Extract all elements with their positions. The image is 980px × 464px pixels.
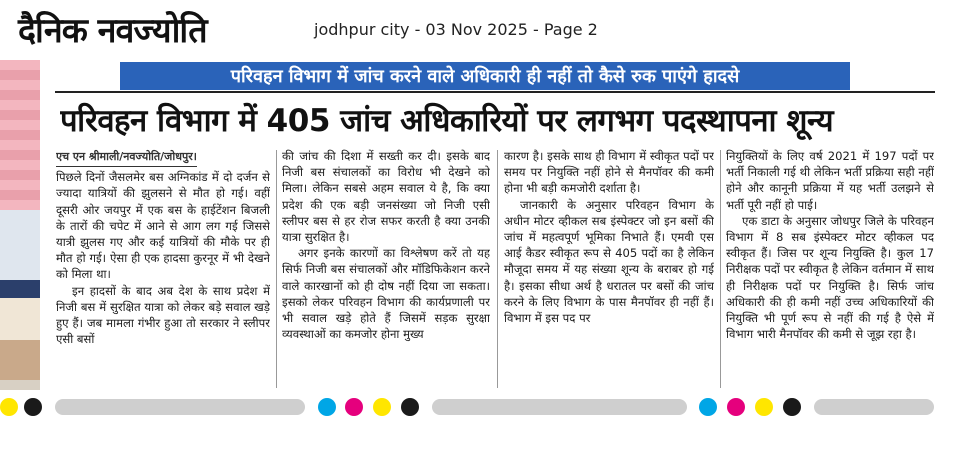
print-registration-strip bbox=[0, 398, 980, 418]
column-2-paragraph-1: की जांच की दिशा में सख्ती कर दी। इसके बाद निजी बस संचालकों का विरोध भी देखने को मिला। लेकिन सबसे अहम सवाल ये है, कि क्या प्रदेश की एक बड़ी जनसंख्या जो निजी एसी स्लीपर बस से हर रोज सफर करती है क्या उनकी यात्रा सुरक्षित है। bbox=[282, 149, 490, 245]
article-column-1 bbox=[56, 148, 270, 388]
article-column-2 bbox=[282, 148, 490, 388]
kicker-bar bbox=[120, 62, 850, 90]
newspaper-logo: दैनिक नवज्योति bbox=[18, 11, 207, 51]
registration-bar bbox=[55, 399, 305, 415]
registration-dot bbox=[699, 398, 717, 416]
column-divider bbox=[276, 150, 277, 388]
column-divider bbox=[720, 150, 721, 388]
masthead bbox=[18, 10, 207, 52]
photo-fragment-person bbox=[0, 280, 40, 390]
column-1-paragraph-1: पिछले दिनों जैसलमेर बस अग्निकांड में दो दर्जन से ज्यादा यात्रियों की झुलसने से मौत हो गई। वहीं दूसरी ओर जयपुर में एक बस के हाईटेंशन बिजली के तारों की चपेट में आने से आग लग गई जिससे यात्री झुलस गए और कई यात्रियों की मौके पर ही मौत हो गई। ऐसा ही एक हादसा कुरनूर में भी देखने को मिला था। bbox=[56, 170, 270, 282]
registration-dot bbox=[24, 398, 42, 416]
headline-rule bbox=[55, 91, 935, 93]
article-column-4 bbox=[726, 148, 934, 388]
column-4-paragraph-2: एक डाटा के अनुसार जोधपुर जिले के परिवहन विभाग में 8 सब इंस्पेक्टर मोटर व्हीकल पद स्वीकृत हैं। जिस पर शून्य नियुक्ति है। कुल 17 निरीक्षक पदों पर स्वीकृत है लेकिन वर्तमान में साथ ही निरीक्षक पदों पर नियुक्ति है। सिर्फ जांच अधिकारी की ही कमी नहीं उच्च अधिकारियों की नियुक्ति भी पूर्ण रूप से नहीं की गई है ऐसे में विभाग भारी मैनपॉवर की कमी से जूझ रहा है। bbox=[726, 213, 934, 342]
column-4-paragraph-1: नियुक्तियों के लिए वर्ष 2021 में 197 पदों पर भर्ती निकाली गई थी लेकिन भर्ती प्रक्रिया सही नहीं होने और कानूनी प्रक्रिया में यह भर्ती उलझने से भर्ती पूरी नहीं हो पाई। bbox=[726, 149, 934, 212]
article-column-3 bbox=[504, 148, 714, 388]
registration-dot bbox=[401, 398, 419, 416]
column-1-paragraph-2: इन हादसों के बाद अब देश के साथ प्रदेश में निजी बस में सुरक्षित यात्रा को लेकर बड़े सवाल खड़े हुए हैं। जब मामला गंभीर हुआ तो सरकार ने स्लीपर एसी बसों bbox=[56, 283, 270, 347]
kicker-text: परिवहन विभाग में जांच करने वाले अधिकारी ही नहीं तो कैसे रुक पाएंगे हादसे bbox=[230, 66, 740, 87]
photo-fragment-top bbox=[0, 60, 40, 210]
registration-dot bbox=[727, 398, 745, 416]
side-photo bbox=[0, 60, 40, 390]
registration-dot bbox=[755, 398, 773, 416]
column-2-paragraph-2: अगर इनके कारणों का विश्लेषण करें तो यह सिर्फ निजी बस संचालकों और मॉडिफिकेशन करने वाले कारखानों को ही दोष नहीं दिया जा सकता। इसको लेकर परिवहन विभाग की कार्यप्रणाली पर भी सवाल खड़े होते हैं जिसमें सड़क सुरक्षा व्यवस्थाओं का कमजोर होना मुख्य bbox=[282, 246, 490, 342]
column-divider bbox=[497, 150, 498, 388]
registration-bar bbox=[814, 399, 934, 415]
registration-dot bbox=[0, 398, 18, 416]
photo-fragment-middle bbox=[0, 210, 40, 280]
registration-bar bbox=[432, 399, 687, 415]
registration-dot bbox=[783, 398, 801, 416]
edition-label: jodhpur city - 03 Nov 2025 - Page 2 bbox=[314, 20, 598, 39]
registration-dot bbox=[345, 398, 363, 416]
column-3-paragraph-2: जानकारी के अनुसार परिवहन विभाग के अधीन मोटर व्हीकल सब इंस्पेक्टर जो इन बसों की जांच में महत्वपूर्ण भूमिका निभाते हैं। एमवी एस आई कैडर स्वीकृत रूप से 405 पदों का है लेकिन मौजूदा समय में यह संख्या शून्य के बराबर हो गई है। इसका सीधा अर्थ है धरातल पर बसों की जांच करने के लिए विभाग के पास मैनपॉवर ही नहीं हैं। विभाग में इस पद पर bbox=[504, 197, 714, 326]
registration-dot bbox=[373, 398, 391, 416]
registration-dot bbox=[318, 398, 336, 416]
column-3-paragraph-1: कारण है। इसके साथ ही विभाग में स्वीकृत पदों पर समय पर नियुक्ति नहीं होने से मैनपॉवर की कमी होना भी बड़ी कमजोरी दर्शाता है। bbox=[504, 149, 714, 196]
headline: परिवहन विभाग में 405 जांच अधिकारियों पर लगभग पदस्थापना शून्य bbox=[60, 103, 834, 139]
byline: एच एन श्रीमाली/नवज्योति/जोधपुर। bbox=[56, 149, 197, 167]
